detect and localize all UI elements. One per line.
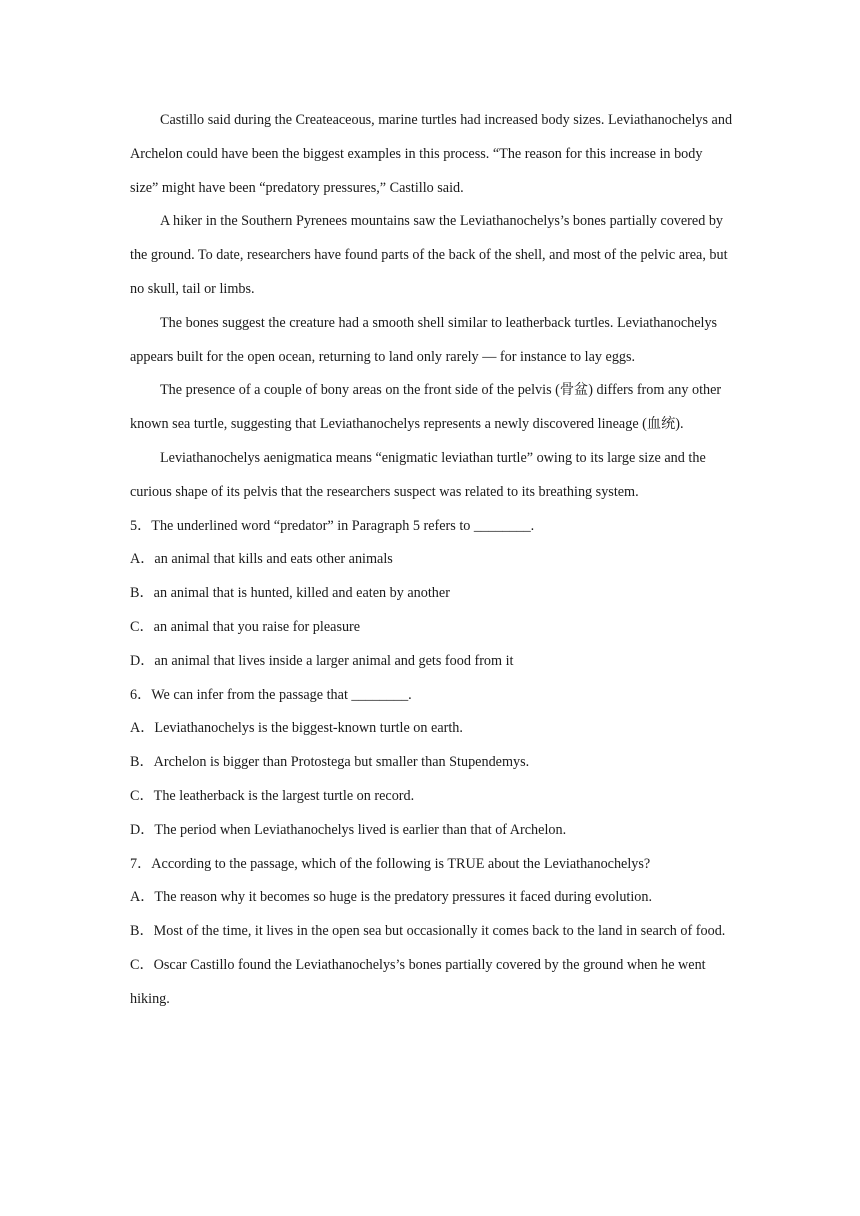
question-6 xyxy=(130,679,734,848)
answer-option-d: D．an animal that lives inside a larger animal and gets food from it xyxy=(130,652,514,669)
answer-option-c: C．The leatherback is the largest turtle on record. xyxy=(130,787,415,804)
question-stem: 6．We can infer from the passage that ________. xyxy=(130,686,412,703)
question-stem: 7．According to the passage, which of the following is TRUE about the Leviathanochelys? xyxy=(130,855,651,872)
answer-option-a: A．Leviathanochelys is the biggest-known turtle on earth. xyxy=(130,720,463,737)
passage-paragraph: The bones suggest the creature had a smooth shell similar to leatherback turtles. Leviathanochelys appears built for the open ocean, returning to land only rarely — for instance to lay eggs. xyxy=(130,314,718,365)
answer-option-c: C．Oscar Castillo found the Leviathanochelys’s bones partially covered by the ground when he went hiking. xyxy=(130,956,706,1007)
question-5 xyxy=(130,510,734,679)
reading-passage xyxy=(130,104,734,510)
passage-paragraph: Castillo said during the Createaceous, marine turtles had increased body sizes. Leviathanochelys and Archelon could have been the biggest examples in this process. “The reason for this increase in body size” might have been “predatory pressures,” Castillo said. xyxy=(130,112,733,196)
passage-paragraph: Leviathanochelys aenigmatica means “enigmatic leviathan turtle” owing to its large size and the curious shape of its pelvis that the researchers suspect was related to its breathing system. xyxy=(130,449,706,500)
answer-option-b: B．Most of the time, it lives in the open sea but occasionally it comes back to the land in search of food. xyxy=(130,923,726,940)
document-page xyxy=(130,104,734,1017)
answer-option-b: B．an animal that is hunted, killed and eaten by another xyxy=(130,585,450,602)
question-stem: 5．The underlined word “predator” in Paragraph 5 refers to ________. xyxy=(130,517,535,534)
answer-option-b: B．Archelon is bigger than Protostega but smaller than Stupendemys. xyxy=(130,754,530,771)
answer-option-d: D．The period when Leviathanochelys lived is earlier than that of Archelon. xyxy=(130,821,567,838)
question-7 xyxy=(130,848,734,1017)
passage-paragraph: A hiker in the Southern Pyrenees mountains saw the Leviathanochelys’s bones partially covered by the ground. To date, researchers have found parts of the back of the shell, and most of the pelvic area, but no skull, tail or limbs. xyxy=(130,213,728,297)
answer-option-a: A．The reason why it becomes so huge is the predatory pressures it faced during evolution. xyxy=(130,889,653,906)
answer-option-c: C．an animal that you raise for pleasure xyxy=(130,618,361,635)
answer-option-a: A．an animal that kills and eats other animals xyxy=(130,551,393,568)
passage-paragraph: The presence of a couple of bony areas on the front side of the pelvis (骨盆) differs from any other known sea turtle, suggesting that Leviathanochelys represents a newly discovered lineage (血统). xyxy=(130,382,722,433)
